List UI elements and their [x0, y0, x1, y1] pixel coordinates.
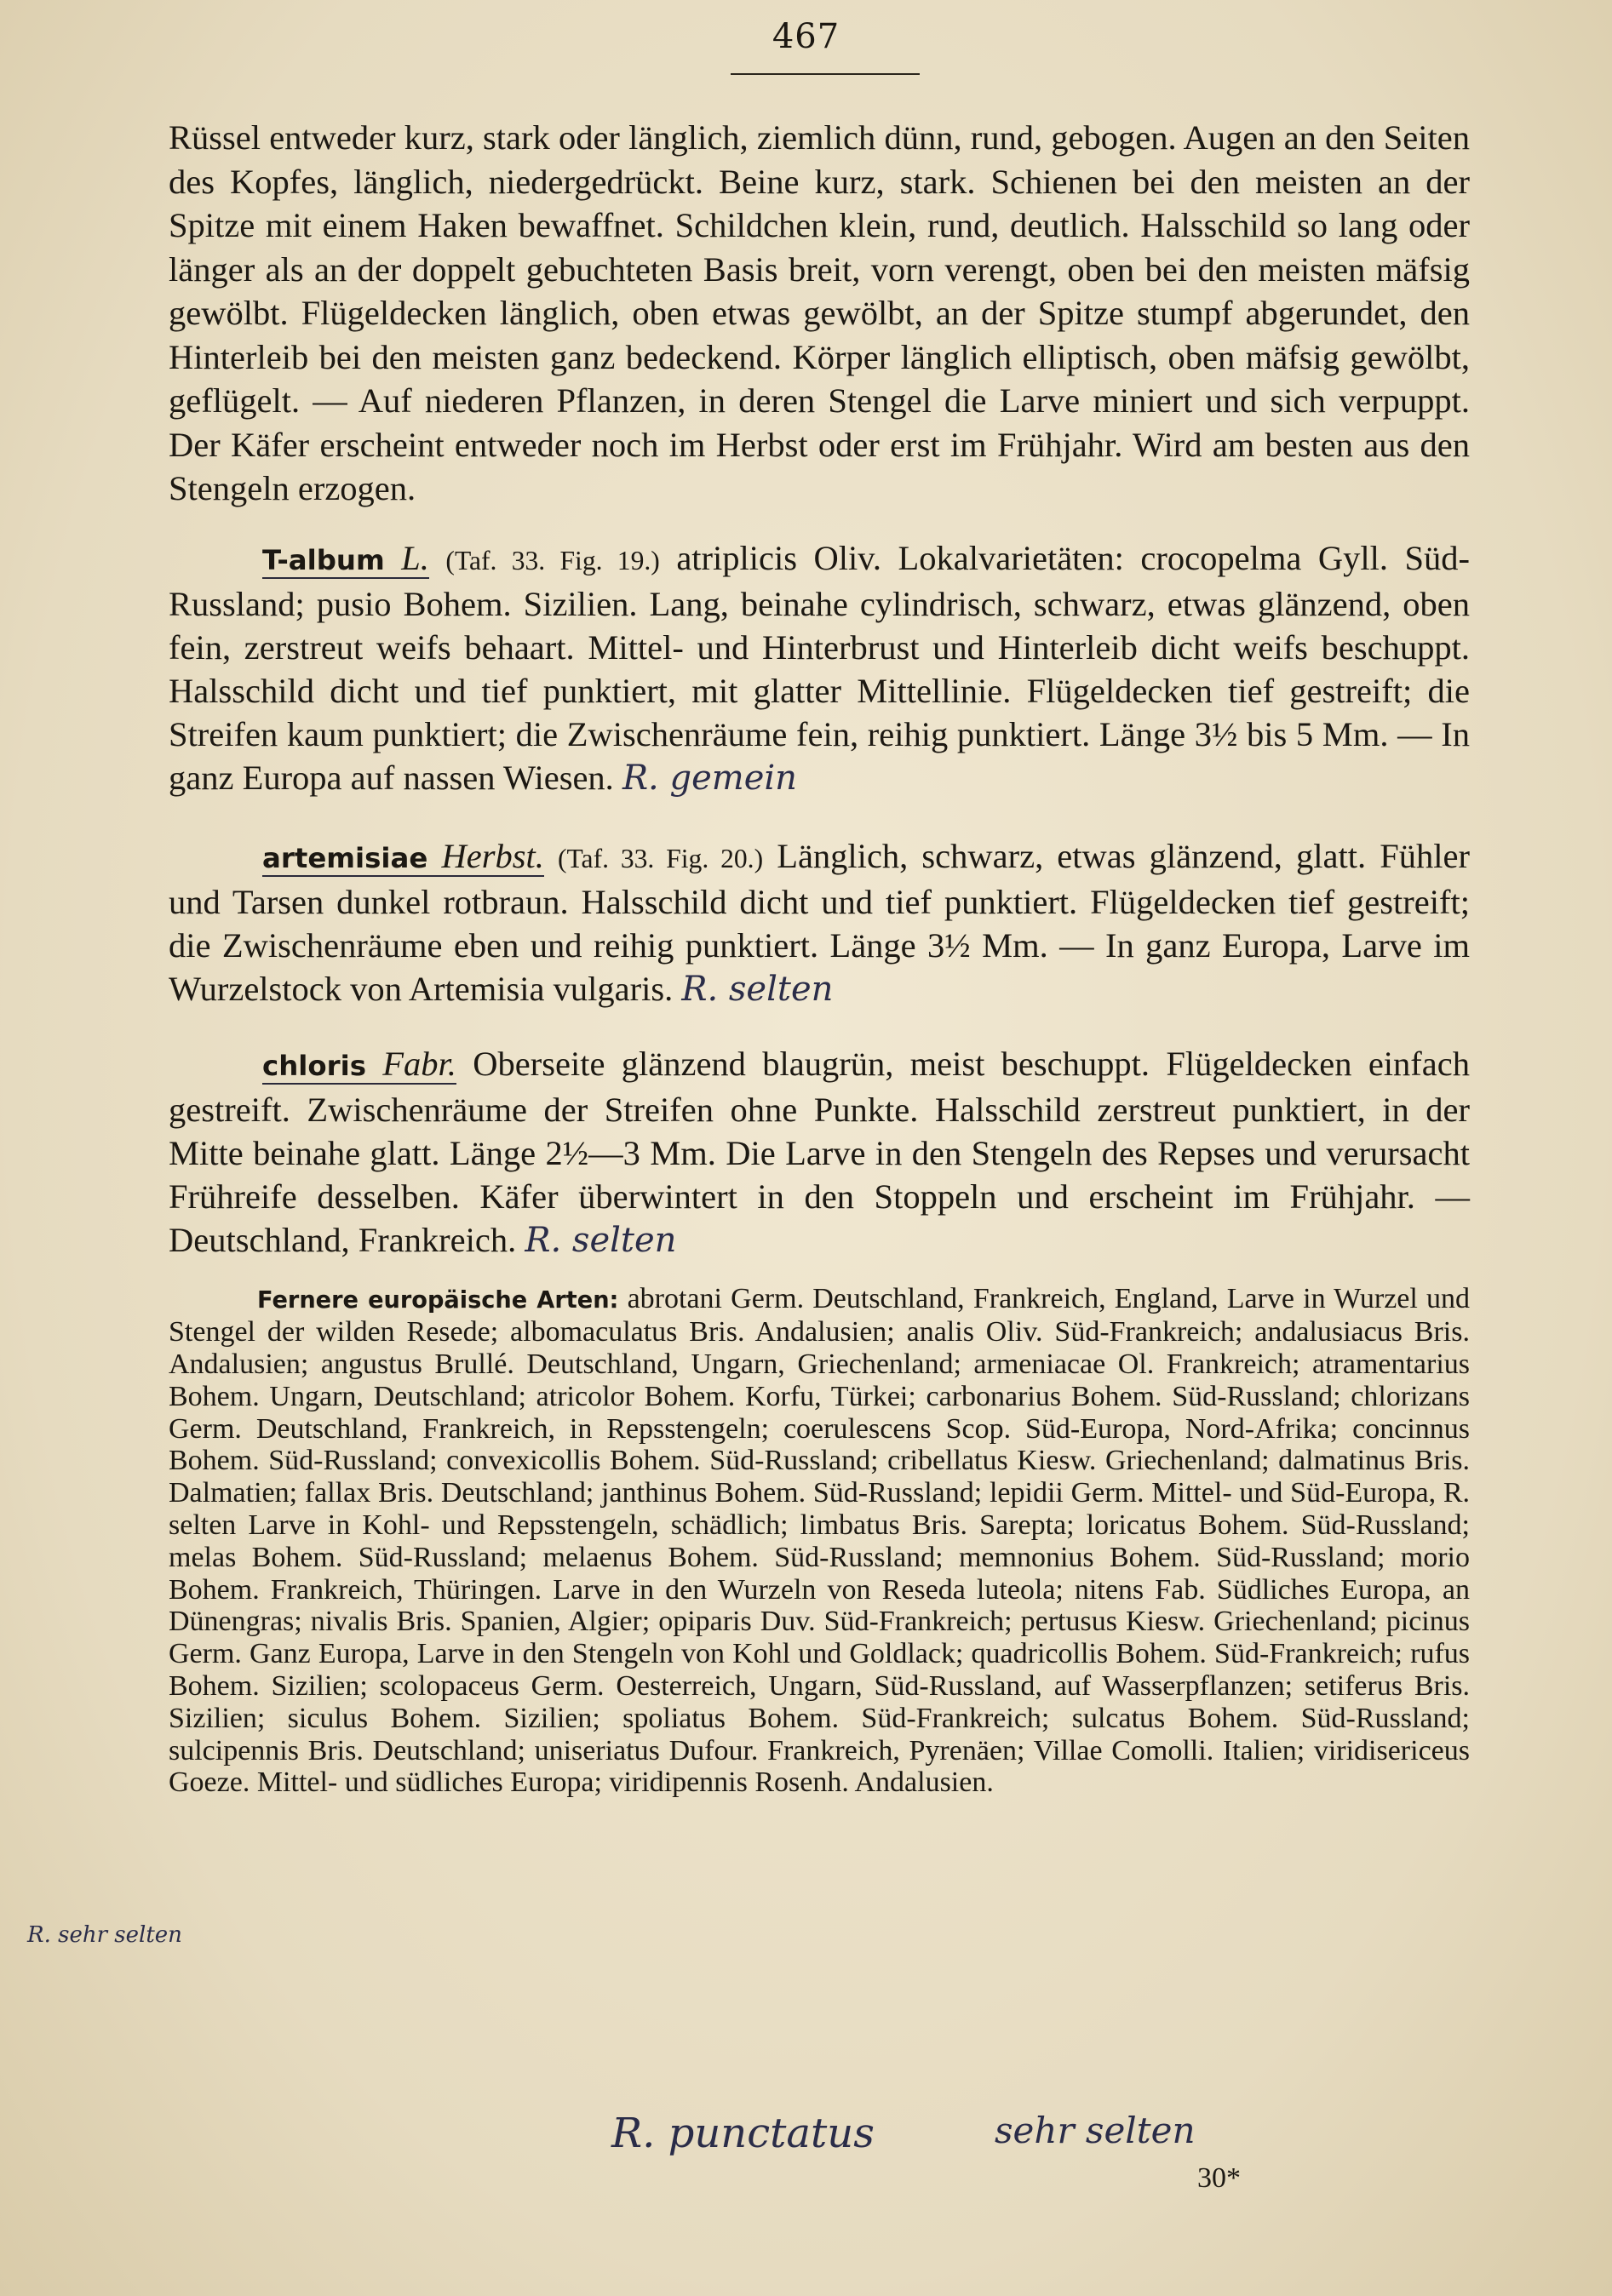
species-author: Herbst.	[441, 836, 544, 875]
species-name: T-album	[262, 543, 385, 576]
species-text: atriplicis Oliv. Lokalvarietäten: crocopelma Gyll. Süd-Russland; pusio Bohem. Sizilien. Lang, beinahe cylindrisch, schwarz, etwas glänzend, oben fein, zerstreut weifs behaart. Mittel- und Hinterbrust und Hinterleib dicht weifs beschuppt. Halsschild dicht und tief punktiert, mit glatter Mittellinie. Flügeldecken tief gestreift; die Streifen kaum punktiert; die Zwischenräume fein, reihig punktiert. Länge 3½ bis 5 Mm. — In ganz Europa auf nassen Wiesen.	[169, 538, 1470, 797]
plate-reference: (Taf. 33. Fig. 19.)	[445, 545, 660, 575]
species-name: artemisiae	[262, 841, 428, 874]
species-author: L.	[401, 538, 429, 577]
species-text: Oberseite glänzend blaugrün, meist beschuppt. Flügeldecken einfach gestreift. Zwischenräume der Streifen ohne Punkte. Halsschild zerstreut punktiert, in der Mitte beinahe glatt. Länge 2½—3 Mm. Die Larve in den Stengeln des Repses und verursacht Frühreife desselben. Käfer überwintert in den Stoppeln und erscheint im Frühjahr. — Deutschland, Frankreich.	[169, 1044, 1470, 1259]
genus-description: Rüssel entweder kurz, stark oder länglich, ziemlich dünn, rund, gebogen. Augen an den Seiten des Kopfes, länglich, niedergedrückt. Beine kurz, stark. Schienen bei den meisten an der Spitze mit einem Haken bewaffnet. Schildchen klein, rund, deutlich. Halsschild so lang oder länger als an der doppelt gebuchteten Basis breit, vorn verengt, oben bei den meisten mäfsig gewölbt. Flügeldecken länglich, oben etwas gewölbt, an der Spitze stumpf abgerundet, den Hinterleib bei den meisten ganz bedeckend. Körper länglich elliptisch, oben mäfsig gewölbt, geflügelt. — Auf niederen Pflanzen, in deren Stengel die Larve miniert und sich verpuppt. Der Käfer erscheint entweder noch im Herbst oder erst im Frühjahr. Wird am besten aus den Stengeln erzogen.	[169, 118, 1470, 507]
species-name-underline	[262, 1045, 456, 1085]
page-number-rule	[731, 73, 920, 75]
handwritten-note: R. selten	[525, 1220, 677, 1260]
species-name: chloris	[262, 1049, 366, 1082]
further-species-text: abrotani Germ. Deutschland, Frankreich, England, Larve in Wurzel und Stengel der wilden Resede; albomaculatus Bris. Andalusien; analis Oliv. Süd-Frankreich; andalusiacus Bris. Andalusien; angustus Brullé. Deutschland, Ungarn, Griechenland; armeniacae Ol. Frankreich; atramentarius Bohem. Ungarn, Deutschland; atricolor Bohem. Korfu, Türkei; carbonarius Bohem. Süd-Russland; chlorizans Germ. Deutschland, Frankreich, in Repsstengeln; coerulescens Scop. Süd-Europa, Nord-Afrika; concinnus Bohem. Süd-Russland; convexicollis Bohem. Süd-Russland; cribellatus Kiesw. Griechenland; dalmatinus Bris. Dalmatien; fallax Bris. Deutschland; janthinus Bohem. Süd-Russland; lepidii Germ. Mittel- und Süd-Europa, R. selten Larve in Kohl- und Repsstengeln, schädlich; limbatus Bris. Sarepta; loricatus Bohem. Süd-Russland; melas Bohem. Süd-Russland; melaenus Bohem. Süd-Russland; memnonius Bohem. Süd-Russland; morio Bohem. Frankreich, Thüringen. Larve in den Wurzeln von Reseda luteola; nitens Fab. Südliches Europa, an Dünengras; nivalis Bris. Spanien, Algier; opiparis Duv. Süd-Frankreich; pertusus Kiesw. Griechenland; picinus Germ. Ganz Europa, Larve in den Stengeln von Kohl und Goldlack; quadricollis Bohem. Süd-Frankreich; rufus Bohem. Sizilien; scolopaceus Germ. Oesterreich, Ungarn, Süd-Russland, auf Wasserpflanzen; setiferus Bris. Sizilien; siculus Bohem. Sizilien; spoliatus Bohem. Süd-Frankreich; sulcatus Bohem. Süd-Russland; sulcipennis Bris. Deutschland; uniseriatus Dufour. Frankreich, Pyrenäen; Villae Comolli. Italien; viridisericeus Goeze. Mittel- und südliches Europa; viridipennis Rosenh. Andalusien.	[169, 1282, 1470, 1799]
further-species-paragraph	[169, 1283, 1470, 1800]
signature-mark: 30*	[1197, 2162, 1241, 2194]
handwritten-margin-note: R. sehr selten	[27, 1922, 182, 1948]
species-name-underline	[262, 539, 429, 579]
handwritten-note: R. gemein	[622, 758, 797, 798]
further-species-heading: Fernere europäische Arten:	[257, 1286, 619, 1314]
handwritten-bottom-note: R. punctatus	[611, 2110, 875, 2157]
species-author: Fabr.	[382, 1044, 456, 1083]
species-entry-artemisiae	[169, 834, 1470, 1011]
page-body	[169, 116, 1470, 1799]
handwritten-bottom-note-2: sehr selten	[995, 2110, 1196, 2151]
species-name-underline	[262, 837, 544, 877]
handwritten-note: R. selten	[681, 969, 834, 1009]
species-entry-chloris	[169, 1042, 1470, 1263]
species-entry-t-album	[169, 536, 1470, 800]
plate-reference: (Taf. 33. Fig. 20.)	[557, 843, 764, 873]
species-text: Länglich, schwarz, etwas glänzend, glatt. Fühler und Tarsen dunkel rotbraun. Halsschild dicht und tief punktiert. Flügeldecken tief gestreift; die Zwischenräume eben und reihig punktiert. Länge 3½ Mm. — In ganz Europa, Larve im Wurzelstock von Artemisia vulgaris.	[169, 836, 1470, 1008]
page-number: 467	[772, 17, 840, 56]
